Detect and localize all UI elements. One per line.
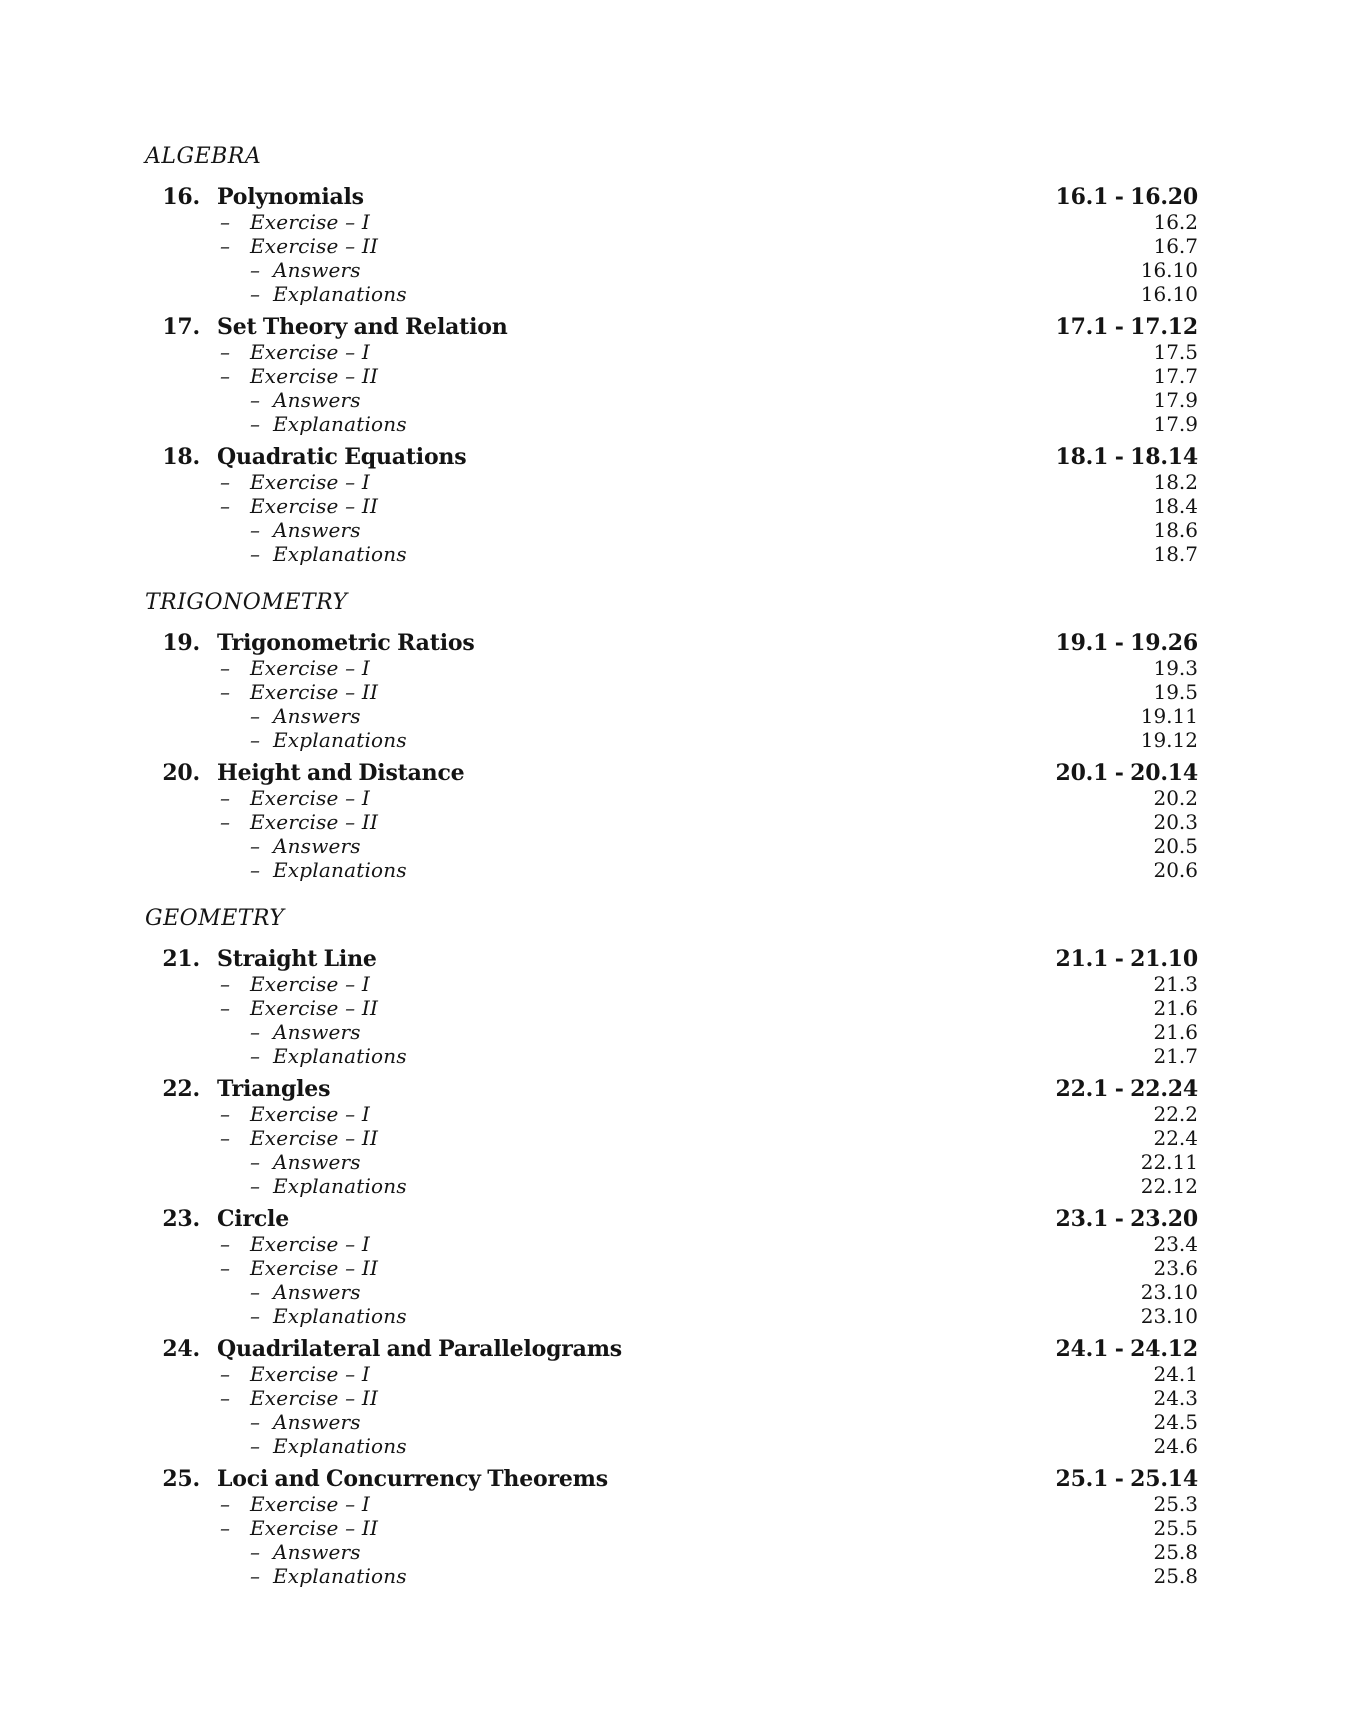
dash-marker: – — [250, 1280, 260, 1304]
chapter-items — [145, 656, 1198, 752]
subitem-label: Answers — [273, 704, 361, 728]
subitem-page: 25.8 — [1153, 1564, 1198, 1588]
subitem-page: 24.5 — [1153, 1410, 1198, 1434]
section-title: ALGEBRA — [145, 144, 262, 169]
toc-subitem — [145, 1434, 1198, 1458]
toc-subitem — [145, 680, 1198, 704]
toc-chapter — [145, 760, 1198, 882]
toc-subitem — [145, 728, 1198, 752]
dash-marker: – — [220, 494, 230, 518]
subitem-page: 22.12 — [1140, 1174, 1198, 1198]
toc-subitem — [145, 858, 1198, 882]
subitem-page: 17.9 — [1153, 412, 1198, 436]
dash-marker: – — [220, 656, 230, 680]
dash-marker: – — [220, 1386, 230, 1410]
toc-subitem — [145, 972, 1198, 996]
chapter-page-range: 25.1 - 25.14 — [1055, 1466, 1198, 1492]
subitem-page: 23.4 — [1153, 1232, 1198, 1256]
subitem-page: 18.6 — [1153, 518, 1198, 542]
toc-subitem — [145, 1020, 1198, 1044]
subitem-label: Exercise – II — [250, 234, 379, 258]
dash-marker: – — [250, 542, 260, 566]
dash-marker: – — [250, 388, 260, 412]
dash-marker: – — [250, 1434, 260, 1458]
chapter-title: Set Theory and Relation — [217, 314, 508, 340]
toc-subitem — [145, 704, 1198, 728]
dash-marker: – — [250, 1564, 260, 1588]
chapter-items — [145, 972, 1198, 1068]
subitem-label: Exercise – I — [250, 1232, 370, 1256]
chapter-number: 21. — [162, 946, 200, 972]
toc-subitem — [145, 1232, 1198, 1256]
subitem-page: 20.6 — [1153, 858, 1198, 882]
toc-subitem — [145, 810, 1198, 834]
chapter-items — [145, 340, 1198, 436]
chapter-heading — [145, 1336, 1198, 1362]
dash-marker: – — [220, 810, 230, 834]
chapter-title: Quadratic Equations — [217, 444, 467, 470]
toc-subitem — [145, 364, 1198, 388]
subitem-page: 17.9 — [1153, 388, 1198, 412]
subitem-label: Explanations — [273, 1304, 407, 1328]
subitem-page: 18.4 — [1153, 494, 1198, 518]
toc-subitem — [145, 1540, 1198, 1564]
subitem-page: 20.2 — [1153, 786, 1198, 810]
toc-subitem — [145, 542, 1198, 566]
toc-chapter — [145, 1076, 1198, 1198]
chapter-number: 25. — [162, 1466, 200, 1492]
chapter-title: Triangles — [217, 1076, 331, 1102]
toc-subitem — [145, 1386, 1198, 1410]
chapter-title: Polynomials — [217, 184, 364, 210]
chapter-page-range: 23.1 - 23.20 — [1055, 1206, 1198, 1232]
dash-marker: – — [220, 1256, 230, 1280]
subitem-page: 23.6 — [1153, 1256, 1198, 1280]
subitem-label: Exercise – II — [250, 810, 379, 834]
dash-marker: – — [220, 1126, 230, 1150]
chapter-items — [145, 786, 1198, 882]
toc-subitem — [145, 1126, 1198, 1150]
chapter-page-range: 16.1 - 16.20 — [1055, 184, 1198, 210]
toc-subitem — [145, 834, 1198, 858]
chapter-number: 17. — [162, 314, 200, 340]
toc-subitem — [145, 470, 1198, 494]
subitem-label: Explanations — [273, 542, 407, 566]
dash-marker: – — [220, 234, 230, 258]
chapter-heading — [145, 444, 1198, 470]
subitem-page: 20.3 — [1153, 810, 1198, 834]
dash-marker: – — [250, 1174, 260, 1198]
toc-subitem — [145, 1564, 1198, 1588]
subitem-page: 21.7 — [1153, 1044, 1198, 1068]
subitem-page: 23.10 — [1140, 1280, 1198, 1304]
toc-subitem — [145, 1516, 1198, 1540]
subitem-label: Exercise – I — [250, 210, 370, 234]
subitem-label: Explanations — [273, 282, 407, 306]
chapter-title: Height and Distance — [217, 760, 465, 786]
subitem-label: Exercise – II — [250, 494, 379, 518]
chapter-number: 18. — [162, 444, 200, 470]
section-chapters — [145, 176, 1198, 566]
subitem-label: Answers — [273, 388, 361, 412]
subitem-page: 25.5 — [1153, 1516, 1198, 1540]
subitem-page: 23.10 — [1140, 1304, 1198, 1328]
dash-marker: – — [250, 1540, 260, 1564]
chapter-title: Trigonometric Ratios — [217, 630, 475, 656]
subitem-label: Answers — [273, 834, 361, 858]
dash-marker: – — [220, 1516, 230, 1540]
subitem-page: 17.7 — [1153, 364, 1198, 388]
subitem-label: Answers — [273, 1540, 361, 1564]
toc-subitem — [145, 786, 1198, 810]
toc-subitem — [145, 1280, 1198, 1304]
subitem-label: Exercise – II — [250, 680, 379, 704]
subitem-label: Answers — [273, 258, 361, 282]
chapter-items — [145, 470, 1198, 566]
chapter-page-range: 19.1 - 19.26 — [1055, 630, 1198, 656]
chapter-heading — [145, 1466, 1198, 1492]
chapter-title: Circle — [217, 1206, 290, 1232]
toc-chapter — [145, 1466, 1198, 1588]
toc-subitem — [145, 1174, 1198, 1198]
toc-subitem — [145, 518, 1198, 542]
subitem-page: 25.8 — [1153, 1540, 1198, 1564]
dash-marker: – — [250, 412, 260, 436]
subitem-page: 25.3 — [1153, 1492, 1198, 1516]
section-chapters — [145, 622, 1198, 882]
subitem-label: Explanations — [273, 1434, 407, 1458]
toc-subitem — [145, 282, 1198, 306]
chapter-page-range: 18.1 - 18.14 — [1055, 444, 1198, 470]
chapter-heading — [145, 184, 1198, 210]
toc-section — [145, 144, 1198, 566]
subitem-label: Explanations — [273, 728, 407, 752]
toc-section — [145, 590, 1198, 882]
chapter-page-range: 21.1 - 21.10 — [1055, 946, 1198, 972]
chapter-number: 16. — [162, 184, 200, 210]
chapter-number: 23. — [162, 1206, 200, 1232]
dash-marker: – — [250, 1410, 260, 1434]
dash-marker: – — [220, 786, 230, 810]
chapter-page-range: 17.1 - 17.12 — [1055, 314, 1198, 340]
section-title: GEOMETRY — [145, 906, 285, 931]
toc-subitem — [145, 340, 1198, 364]
dash-marker: – — [250, 258, 260, 282]
table-of-contents — [145, 144, 1198, 1588]
subitem-label: Exercise – I — [250, 340, 370, 364]
dash-marker: – — [250, 518, 260, 542]
chapter-items — [145, 1492, 1198, 1588]
chapter-items — [145, 210, 1198, 306]
toc-subitem — [145, 1044, 1198, 1068]
toc-subitem — [145, 412, 1198, 436]
toc-subitem — [145, 1150, 1198, 1174]
chapter-heading — [145, 1206, 1198, 1232]
subitem-page: 24.6 — [1153, 1434, 1198, 1458]
dash-marker: – — [220, 1102, 230, 1126]
chapter-heading — [145, 946, 1198, 972]
toc-chapter — [145, 184, 1198, 306]
section-chapters — [145, 938, 1198, 1588]
subitem-page: 16.7 — [1153, 234, 1198, 258]
chapter-number: 19. — [162, 630, 200, 656]
chapter-heading — [145, 630, 1198, 656]
toc-subitem — [145, 1492, 1198, 1516]
toc-subitem — [145, 210, 1198, 234]
subitem-page: 20.5 — [1153, 834, 1198, 858]
subitem-label: Exercise – II — [250, 1256, 379, 1280]
toc-subitem — [145, 656, 1198, 680]
subitem-label: Explanations — [273, 1044, 407, 1068]
chapter-number: 24. — [162, 1336, 200, 1362]
subitem-label: Exercise – I — [250, 972, 370, 996]
subitem-label: Answers — [273, 1280, 361, 1304]
subitem-label: Explanations — [273, 1564, 407, 1588]
toc-chapter — [145, 444, 1198, 566]
subitem-page: 16.10 — [1140, 258, 1198, 282]
subitem-label: Exercise – I — [250, 786, 370, 810]
toc-subitem — [145, 1102, 1198, 1126]
subitem-page: 19.3 — [1153, 656, 1198, 680]
subitem-page: 22.4 — [1153, 1126, 1198, 1150]
dash-marker: – — [220, 1362, 230, 1386]
subitem-label: Exercise – I — [250, 656, 370, 680]
chapter-heading — [145, 314, 1198, 340]
subitem-label: Exercise – II — [250, 1386, 379, 1410]
chapter-page-range: 22.1 - 22.24 — [1055, 1076, 1198, 1102]
subitem-label: Answers — [273, 1150, 361, 1174]
dash-marker: – — [250, 1304, 260, 1328]
subitem-label: Exercise – I — [250, 1492, 370, 1516]
chapter-title: Straight Line — [217, 946, 377, 972]
subitem-label: Explanations — [273, 412, 407, 436]
subitem-label: Exercise – I — [250, 470, 370, 494]
dash-marker: – — [220, 680, 230, 704]
dash-marker: – — [250, 728, 260, 752]
section-title: TRIGONOMETRY — [145, 590, 348, 615]
toc-subitem — [145, 1256, 1198, 1280]
dash-marker: – — [250, 858, 260, 882]
subitem-page: 17.5 — [1153, 340, 1198, 364]
chapter-page-range: 20.1 - 20.14 — [1055, 760, 1198, 786]
subitem-page: 22.11 — [1140, 1150, 1198, 1174]
toc-chapter — [145, 1206, 1198, 1328]
subitem-label: Explanations — [273, 858, 407, 882]
dash-marker: – — [250, 282, 260, 306]
toc-subitem — [145, 258, 1198, 282]
toc-subitem — [145, 1362, 1198, 1386]
chapter-items — [145, 1362, 1198, 1458]
chapter-title: Loci and Concurrency Theorems — [217, 1466, 608, 1492]
subitem-label: Exercise – II — [250, 1126, 379, 1150]
dash-marker: – — [250, 704, 260, 728]
subitem-page: 16.10 — [1140, 282, 1198, 306]
toc-subitem — [145, 388, 1198, 412]
dash-marker: – — [220, 364, 230, 388]
dash-marker: – — [250, 1044, 260, 1068]
dash-marker: – — [220, 470, 230, 494]
subitem-page: 24.3 — [1153, 1386, 1198, 1410]
chapter-heading — [145, 760, 1198, 786]
chapter-title: Quadrilateral and Parallelograms — [217, 1336, 622, 1362]
toc-subitem — [145, 1304, 1198, 1328]
subitem-label: Exercise – I — [250, 1362, 370, 1386]
subitem-label: Exercise – II — [250, 364, 379, 388]
dash-marker: – — [220, 340, 230, 364]
subitem-page: 18.2 — [1153, 470, 1198, 494]
chapter-heading — [145, 1076, 1198, 1102]
subitem-label: Answers — [273, 1410, 361, 1434]
toc-section — [145, 906, 1198, 1588]
chapter-page-range: 24.1 - 24.12 — [1055, 1336, 1198, 1362]
dash-marker: – — [220, 210, 230, 234]
subitem-label: Explanations — [273, 1174, 407, 1198]
subitem-page: 19.12 — [1140, 728, 1198, 752]
toc-subitem — [145, 494, 1198, 518]
toc-subitem — [145, 1410, 1198, 1434]
chapter-number: 22. — [162, 1076, 200, 1102]
toc-chapter — [145, 630, 1198, 752]
dash-marker: – — [250, 1150, 260, 1174]
subitem-page: 19.5 — [1153, 680, 1198, 704]
subitem-page: 21.6 — [1153, 996, 1198, 1020]
dash-marker: – — [220, 972, 230, 996]
subitem-label: Exercise – I — [250, 1102, 370, 1126]
subitem-label: Exercise – II — [250, 996, 379, 1020]
dash-marker: – — [220, 1232, 230, 1256]
chapter-number: 20. — [162, 760, 200, 786]
toc-subitem — [145, 996, 1198, 1020]
subitem-page: 21.6 — [1153, 1020, 1198, 1044]
subitem-page: 21.3 — [1153, 972, 1198, 996]
subitem-page: 18.7 — [1153, 542, 1198, 566]
subitem-label: Exercise – II — [250, 1516, 379, 1540]
subitem-page: 16.2 — [1153, 210, 1198, 234]
subitem-page: 22.2 — [1153, 1102, 1198, 1126]
subitem-page: 24.1 — [1153, 1362, 1198, 1386]
dash-marker: – — [220, 1492, 230, 1516]
subitem-label: Answers — [273, 518, 361, 542]
toc-subitem — [145, 234, 1198, 258]
toc-chapter — [145, 946, 1198, 1068]
dash-marker: – — [250, 834, 260, 858]
toc-chapter — [145, 1336, 1198, 1458]
dash-marker: – — [250, 1020, 260, 1044]
dash-marker: – — [220, 996, 230, 1020]
chapter-items — [145, 1232, 1198, 1328]
toc-chapter — [145, 314, 1198, 436]
chapter-items — [145, 1102, 1198, 1198]
subitem-label: Answers — [273, 1020, 361, 1044]
subitem-page: 19.11 — [1140, 704, 1198, 728]
